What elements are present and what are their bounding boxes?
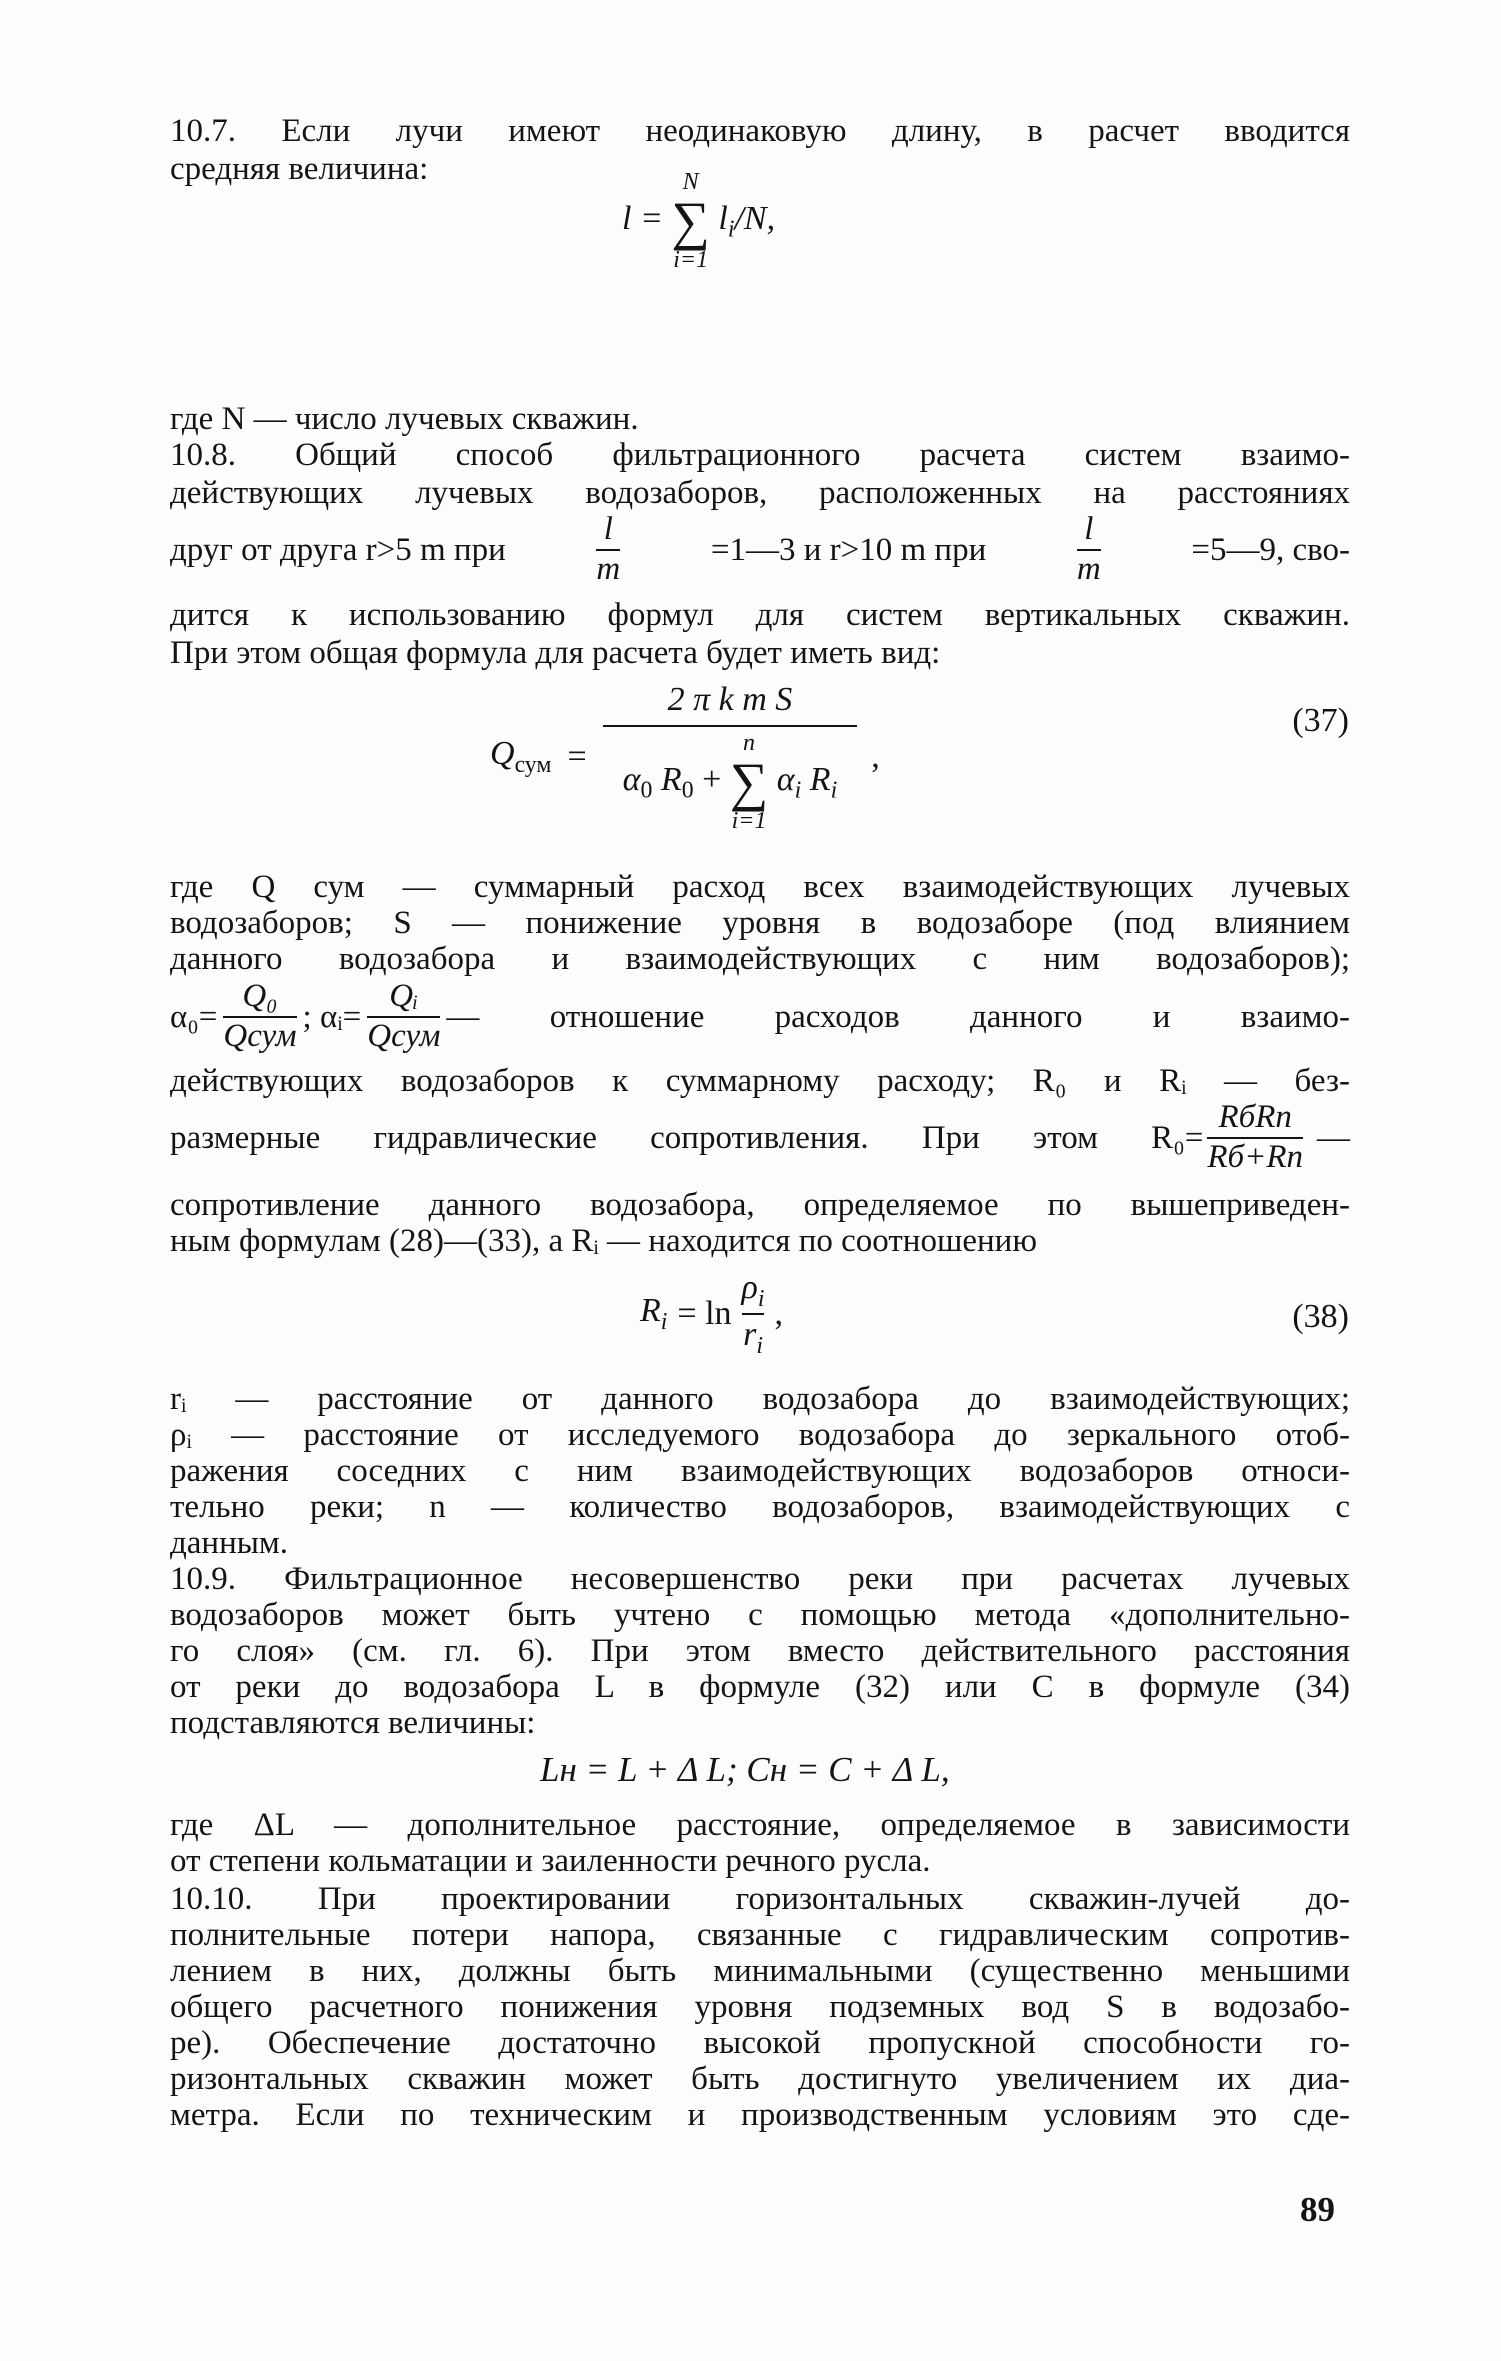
- paragraph-10-10-line-1: 10.10. При проектировании горизонтальных скважин-лучей до-: [170, 1881, 1350, 1917]
- paragraph-10-9-line-3: го слоя» (см. гл. 6). При этом вместо действительного расстояния: [170, 1633, 1350, 1669]
- paragraph-10-7-line-2: средняя величина:: [170, 151, 429, 187]
- formula-rhs: l: [718, 199, 728, 237]
- formula-38-comma: ,: [774, 1295, 783, 1333]
- fraction-q0-over-qsum: $\frac{\text{Q₀}}{\text{Qсум}}$: [223, 978, 297, 1054]
- where-37-line-5: действующих водозаборов к суммарному расходу; R₀ и Rᵢ — без-: [170, 1063, 1350, 1099]
- paragraph-10-10-line-4: общего расчетного понижения уровня подземных вод S в водозабо-: [170, 1989, 1350, 2025]
- fraction-l-over-m-2: $\frac{l}{m}$: [1076, 511, 1101, 587]
- sum-upper-limit: N: [682, 169, 699, 195]
- formula-ln-cn: Lн = L + Δ L; Cн = C + Δ L,: [540, 1750, 950, 1789]
- delta-l-line-1: где ΔL — дополнительное расстояние, определяемое в зависимости: [170, 1807, 1350, 1843]
- paragraph-10-9-line-1: 10.9. Фильтрационное несовершенство реки при расчетах лучевых: [170, 1561, 1350, 1597]
- where-37-line-1: где Q сум — суммарный расход всех взаимодействующих лучевых: [170, 869, 1350, 905]
- paragraph-10-10-line-3: лением в них, должны быть минимальными (существенно меньшими: [170, 1953, 1350, 1989]
- where-38-line-3: ражения соседних с ним взаимодействующих водозаборов относи-: [170, 1453, 1350, 1489]
- sum-lower-limit: i=1: [673, 247, 709, 273]
- where-37-line-4: α₀= $\frac{\text{Q₀}}{\text{Qсум}}$ ; αᵢ= $\frac{\text{Qᵢ}}{\text{Qсум}}$ — отношение расходов данного и взаимо-: [170, 978, 1350, 1054]
- line3-part-c: =5—9, сво-: [1191, 532, 1350, 568]
- where-37-line-2: водозаборов; S — понижение уровня в водозаборе (под влиянием: [170, 905, 1350, 941]
- paragraph-10-7-line-1: 10.7. Если лучи имеют неодинаковую длину, в расчет вводится: [170, 113, 1350, 149]
- paragraph-10-10-line-7: метра. Если по техническим и производственным условиям это сде-: [170, 2097, 1350, 2133]
- summation-sign: N ∑ i=1: [671, 169, 710, 273]
- fraction-rb-rp: $\frac{\text{RбRп}}{Rб+Rп}$: [1207, 1099, 1303, 1175]
- paragraph-10-8-line-1: 10.8. Общий способ фильтрационного расчета систем взаимо-: [170, 437, 1350, 473]
- formula-37-eq: =: [567, 737, 587, 775]
- paragraph-10-8-line-2: действующих лучевых водозаборов, расположенных на расстояниях: [170, 475, 1350, 511]
- formula-rhs-tail: /N,: [734, 199, 776, 237]
- fraction-l-over-m: $\frac{l}{m}$: [596, 511, 621, 587]
- paragraph-10-9-line-5: подставляются величины:: [170, 1705, 536, 1741]
- paragraph-10-8-line-4: дится к использованию формул для систем вертикальных скважин.: [170, 597, 1350, 633]
- page-number: 89: [1300, 2190, 1335, 2229]
- where-38-line-1: rᵢ — расстояние от данного водозабора до взаимодействующих;: [170, 1381, 1350, 1417]
- where-37-line-8: ным формулам (28)—(33), а Rᵢ — находится по соотношению: [170, 1223, 1037, 1259]
- formula-37-numerator: 2 π k m S: [667, 681, 793, 718]
- fraction-qi-over-qsum: $\frac{\text{Qᵢ}}{\text{Qсум}}$: [367, 978, 441, 1054]
- line3-part-b: =1—3 и r>10 m при: [710, 532, 987, 568]
- line3-part-a: друг от друга r>5 m при: [170, 532, 506, 568]
- formula-37: [490, 680, 880, 833]
- paragraph-10-9-line-4: от реки до водозабора L в формуле (32) или C в формуле (34): [170, 1669, 1350, 1705]
- delta-l-line-2: от степени кольматации и заиленности речного русла.: [170, 1843, 931, 1879]
- formula-37-comma: ,: [871, 737, 880, 775]
- formula-38-lhs: $R_i$: [640, 1292, 668, 1336]
- formula-mean-length: [622, 170, 775, 272]
- where-38-line-5: данным.: [170, 1525, 289, 1561]
- formula-38-eq: = ln: [677, 1295, 732, 1333]
- equation-number-38: (38): [1292, 1298, 1349, 1335]
- paragraph-10-10-line-5: ре). Обеспечение достаточно высокой пропускной способности го-: [170, 2025, 1350, 2061]
- paragraph-10-8-line-3: [170, 510, 1350, 590]
- paragraph-10-10-line-2: полнительные потери напора, связанные с гидравлическим сопротив-: [170, 1917, 1350, 1953]
- where-n-line: где N — число лучевых скважин.: [170, 401, 639, 437]
- formula-37-fraction: [603, 680, 858, 833]
- paragraph-10-10-line-6: ризонтальных скважин может быть достигнуто увеличением их диа-: [170, 2061, 1350, 2097]
- where-37-line-3: данного водозабора и взаимодействующих с ним водозаборов);: [170, 941, 1350, 977]
- formula-38: [640, 1268, 783, 1360]
- paragraph-10-8-line-5: При этом общая формула для расчета будет иметь вид:: [170, 635, 941, 671]
- paragraph-10-9-line-2: водозаборов может быть учтено с помощью метода «дополнительно-: [170, 1597, 1350, 1633]
- formula-rhs-sub: i: [727, 216, 735, 243]
- where-38-line-2: ρᵢ — расстояние от исследуемого водозабора до зеркального отоб-: [170, 1417, 1350, 1453]
- where-37-line-7: сопротивление данного водозабора, определяемое по вышеприведен-: [170, 1187, 1350, 1223]
- equation-number-37: (37): [1292, 702, 1349, 739]
- formula-37-denominator: $\alpha_0$ $R_0$ + n ∑ i=1 $\alpha_i$ $R_i$: [603, 725, 858, 833]
- formula-37-lhs: $Q_{сум}$: [490, 734, 552, 778]
- formula-lhs: l =: [622, 199, 663, 237]
- where-37-line-6: размерные гидравлические сопротивления. При этом R₀= $\frac{\text{RбRп}}{Rб+Rп}$ —: [170, 1099, 1350, 1175]
- fraction-rho-over-r: $\frac{\rho_i}{r_i}$: [741, 1269, 765, 1359]
- summation-sign-37: n ∑ i=1: [729, 730, 769, 835]
- where-38-line-4: тельно реки; n — количество водозаборов, взаимодействующих с: [170, 1489, 1350, 1525]
